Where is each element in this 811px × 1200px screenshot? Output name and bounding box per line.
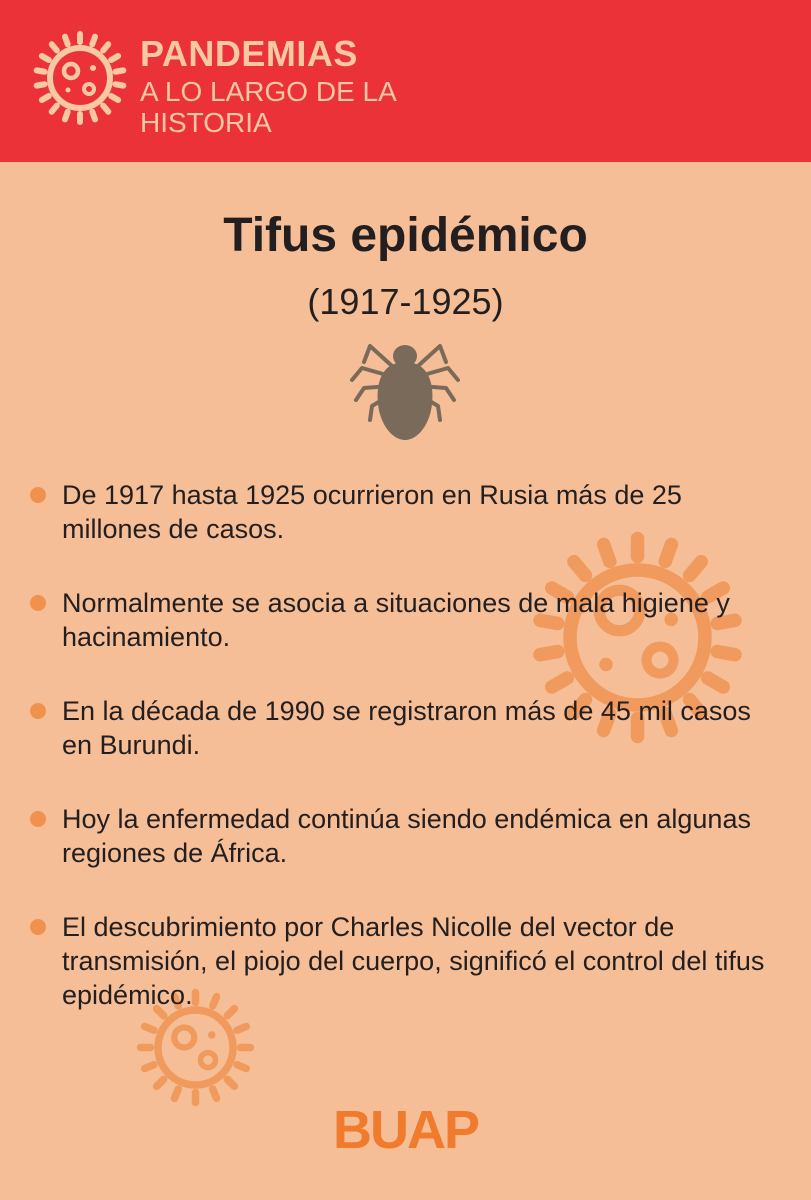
fact-text: De 1917 hasta 1925 ocurrieron en Rusia más de 25 millones de casos. bbox=[62, 480, 682, 544]
virus-spike bbox=[112, 67, 127, 75]
bullet-dot bbox=[30, 595, 46, 611]
fact-item bbox=[30, 478, 780, 546]
virus-membrane bbox=[50, 48, 110, 108]
virus-spike bbox=[77, 31, 83, 45]
series-subtitle: A LO LARGO DE LA HISTORIA bbox=[140, 76, 396, 138]
virus-spike bbox=[38, 92, 53, 104]
virus-spike bbox=[140, 1060, 159, 1074]
facts-list bbox=[30, 478, 780, 1052]
fact-text: Normalmente se asocia a situaciones de mala higiene y hacinamiento. bbox=[62, 588, 730, 652]
fact-item bbox=[30, 910, 780, 1012]
louse-icon bbox=[340, 336, 470, 446]
series-title: PANDEMIAS bbox=[140, 33, 358, 74]
disease-years: (1917-1925) bbox=[307, 281, 504, 322]
header-banner bbox=[0, 0, 811, 162]
virus-spike bbox=[88, 108, 98, 123]
virus-spike bbox=[33, 67, 48, 75]
virus-spike bbox=[33, 81, 48, 89]
virus-spike bbox=[88, 33, 98, 48]
virus-dot bbox=[90, 65, 96, 71]
virus-spike bbox=[99, 40, 113, 55]
louse-body bbox=[378, 362, 433, 440]
virus-organelle bbox=[201, 1053, 216, 1068]
fact-text: En la década de 1990 se registraron más de 45 mil casos en Burundi. bbox=[62, 696, 751, 760]
virus-nucleus bbox=[64, 64, 78, 78]
virus-spike bbox=[112, 81, 127, 89]
bullet-dot bbox=[30, 703, 46, 719]
virus-spike bbox=[47, 101, 61, 116]
virus-organelle bbox=[84, 84, 94, 94]
fact-text: El descubrimiento por Charles Nicolle del vector de transmisión, el piojo del cuerpo, significó el control del tifus epidémico. bbox=[62, 912, 765, 1010]
virus-icon bbox=[30, 28, 130, 128]
virus-dot bbox=[66, 88, 71, 93]
virus-spike bbox=[77, 111, 83, 125]
fact-item bbox=[30, 694, 780, 762]
virus-spike bbox=[107, 92, 122, 104]
bullet-dot bbox=[30, 811, 46, 827]
virus-spike bbox=[232, 1060, 251, 1074]
disease-title: Tifus epidémico bbox=[223, 209, 588, 262]
fact-text: Hoy la enfermedad continúa siendo endémica en algunas regiones de África. bbox=[62, 804, 751, 868]
virus-spike bbox=[99, 101, 113, 116]
fact-item bbox=[30, 802, 780, 870]
fact-item bbox=[30, 586, 780, 654]
buap-logo: BUAP bbox=[332, 1100, 478, 1160]
virus-spike bbox=[61, 33, 71, 48]
virus-spike bbox=[61, 108, 71, 123]
bullet-dot bbox=[30, 487, 46, 503]
bullet-dot bbox=[30, 919, 46, 935]
virus-spike bbox=[47, 40, 61, 55]
virus-spike bbox=[107, 52, 122, 64]
virus-spike bbox=[38, 52, 53, 64]
